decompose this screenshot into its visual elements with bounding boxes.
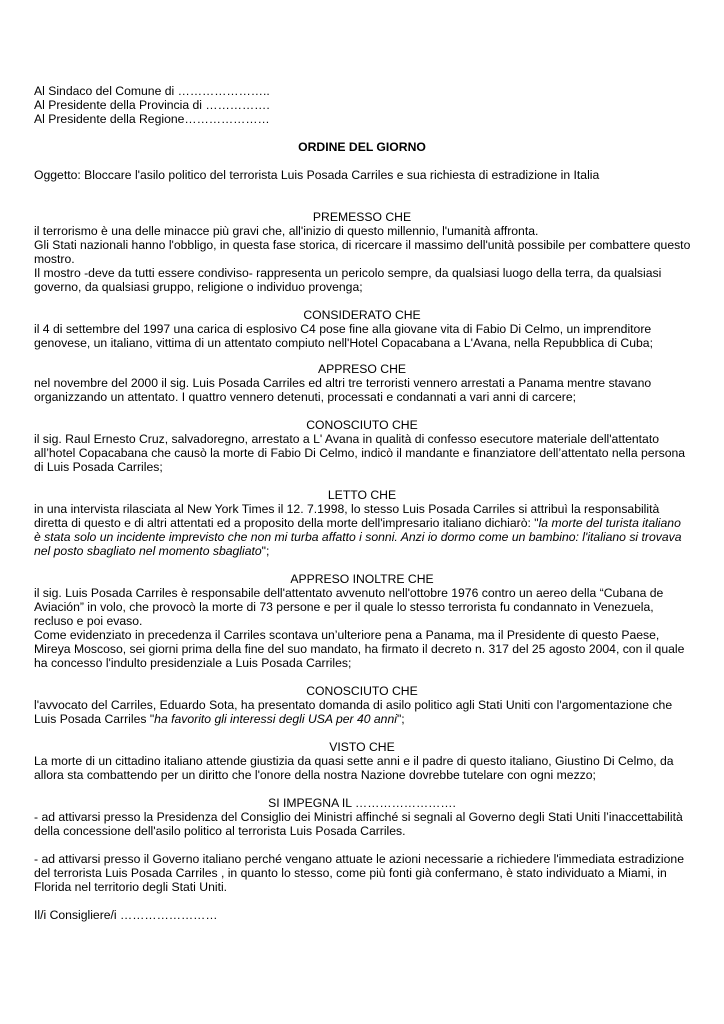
section-heading: SI IMPEGNA IL ……………………. [268,796,456,810]
section-heading: CONOSCIUTO CHE [306,684,418,698]
section-text-line: mostro. [34,252,75,266]
subject-line: Oggetto: Bloccare l'asilo politico del terrorista Luis Posada Carriles e sua richiesta di estradizione in Italia [34,168,600,182]
section-text-line [34,516,690,530]
section-heading: PREMESSO CHE [312,210,412,224]
section-text-line: governo, da qualsiasi gruppo, religione o individuo provenga; [34,280,363,294]
section-text-line: organizzando un attentato. I quattro vennero detenuti, processati e condannati a vari anni di carcere; [34,390,577,404]
section-text-line: Gli Stati nazionali hanno l'obbligo, in questa fase storica, di ricercare il massimo dell'unità possibile per combattere questo [34,238,691,252]
quote-italic: ha favorito gli interessi degli USA per 40 anni [154,712,397,726]
section-text-line: il sig. Luis Posada Carriles è responsabile dell'attentato avvenuto nell'ottobre 1976 contro un aereo della “Cubana de [34,586,664,600]
section-text-line: Come evidenziato in precedenza il Carriles scontava un’ulteriore pena a Panama, ma il Presidente di questo Paese, [34,628,660,642]
section-text-line: Il mostro -deve da tutti essere condiviso- rappresenta un pericolo sempre, da qualsiasi luogo della terra, da qualsiasi [34,266,662,280]
section-heading: CONSIDERATO CHE [303,308,421,322]
section-text-line: Aviación” in volo, che provocò la morte di 73 persone e per il quale lo stesso terrorista fu condannato in Venezuela, [34,600,654,614]
quote-italic: è stata solo un incidente imprevisto che non mi turba affatto i sonni. Anzi io dormo come un bambino: l'italiano si trovava [34,530,682,544]
section-conosciuto-1 [34,418,690,474]
section-text-line: La morte di un cittadino italiano attende giustizia da quasi sette anni e il padre di questo italiano, Giustino Di Celmo, da [34,754,674,768]
section-appreso-inoltre [34,572,690,670]
section-text-line: recluso e poi evaso. [34,614,143,628]
section-heading: LETTO CHE [327,488,397,502]
section-heading: APPRESO INOLTRE CHE [290,572,434,586]
text-run: diretta di questo e di altri attentati ed a proposito della morte dell'impresario italiano dichiarò: " [34,516,539,530]
addressee-regione: Al Presidente della Regione………………… [34,112,270,126]
signature-line: Il/i Consigliere/i …………………… [34,908,218,922]
section-appreso [34,362,690,404]
commitment-item-1-line: - ad attivarsi presso la Presidenza del Consiglio dei Ministri affinché si segnali al Governo degli Stati Uniti l’inaccettabilità [34,810,683,824]
section-visto [34,740,690,782]
text-run: "; [261,544,270,558]
commitment-item-2-line: Florida nel territorio degli Stati Uniti. [34,880,228,894]
quote-italic: nel posto sbagliato nel momento sbagliato [34,544,262,558]
document-title: ORDINE DEL GIORNO [298,140,426,154]
commitment-item-2-line: del terrorista Luis Posada Carriles , in quanto lo stesso, come più fonti già confermano, è stato individuato a Miami, in [34,866,667,880]
section-text-line: il terrorismo è una delle minacce più gravi che, all'inizio di questo millennio, l'umanità affronta. [34,224,539,238]
section-conosciuto-2 [34,684,690,726]
section-text-line: di Luis Posada Carriles; [34,460,163,474]
addressees [34,84,690,126]
section-text-line: all’hotel Copacabana che causò la morte di Fabio Di Celmo, indicò il mandante e finanziatore dell’attentato nella persona [34,446,686,460]
commitment-item-2 [34,852,690,894]
section-text-line: il 4 di settembre del 1997 una carica di esplosivo C4 pose fine alla giovane vita di Fabio Di Celmo, un imprenditore [34,322,652,336]
section-impegna [34,796,690,838]
section-heading: CONOSCIUTO CHE [306,418,418,432]
section-text-line: in una intervista rilasciata al New York Times il 12. 7.1998, lo stesso Luis Posada Carriles si attribuì la responsabilità [34,502,660,516]
text-run: Luis Posada Carriles " [34,712,155,726]
section-premesso [34,210,690,294]
section-text-line: genovese, un italiano, vittima di un attentato compiuto nell'Hotel Copacabana a L'Avana, nella Repubblica di Cuba; [34,336,653,350]
quote-italic: la morte del turista italiano [538,516,681,530]
section-text-line: il sig. Raul Ernesto Cruz, salvadoregno, arrestato a L' Avana in qualità di confesso esecutore materiale dell'attentato [34,432,659,446]
section-heading: VISTO CHE [329,740,395,754]
section-text-line [34,544,690,558]
addressee-sindaco: Al Sindaco del Comune di ………………….. [34,84,270,98]
section-text-line: ha concesso l'indulto presidenziale a Luis Posada Carriles; [34,656,352,670]
section-heading: APPRESO CHE [317,362,407,376]
section-text-line: nel novembre del 2000 il sig. Luis Posada Carriles ed altri tre terroristi vennero arrestati a Panama mentre stavano [34,376,652,390]
section-text-line [34,712,690,726]
section-text-line: allora sta combattendo per un diritto che l'onore della nostra Nazione dovrebbe tutelare con ogni mezzo; [34,768,596,782]
text-run: "; [396,712,405,726]
commitment-item-1-line: della concessione dell'asilo politico al terrorista Luis Posada Carriles. [34,824,406,838]
section-letto [34,488,690,558]
section-considerato [34,308,690,350]
commitment-item-2-line: - ad attivarsi presso il Governo italiano perché vengano attuate le azioni necessarie a richiedere l'immediata estradizione [34,852,684,866]
section-text-line: Mireya Moscoso, sei giorni prima della fine del suo mandato, ha firmato il decreto n. 317 del 25 agosto 2004, con il quale [34,642,685,656]
section-text-line: l'avvocato del Carriles, Eduardo Sota, ha presentato domanda di asilo politico agli Stati Uniti con l'argomentazione che [34,698,673,712]
addressee-provincia: Al Presidente della Provincia di ……………. [34,98,270,112]
